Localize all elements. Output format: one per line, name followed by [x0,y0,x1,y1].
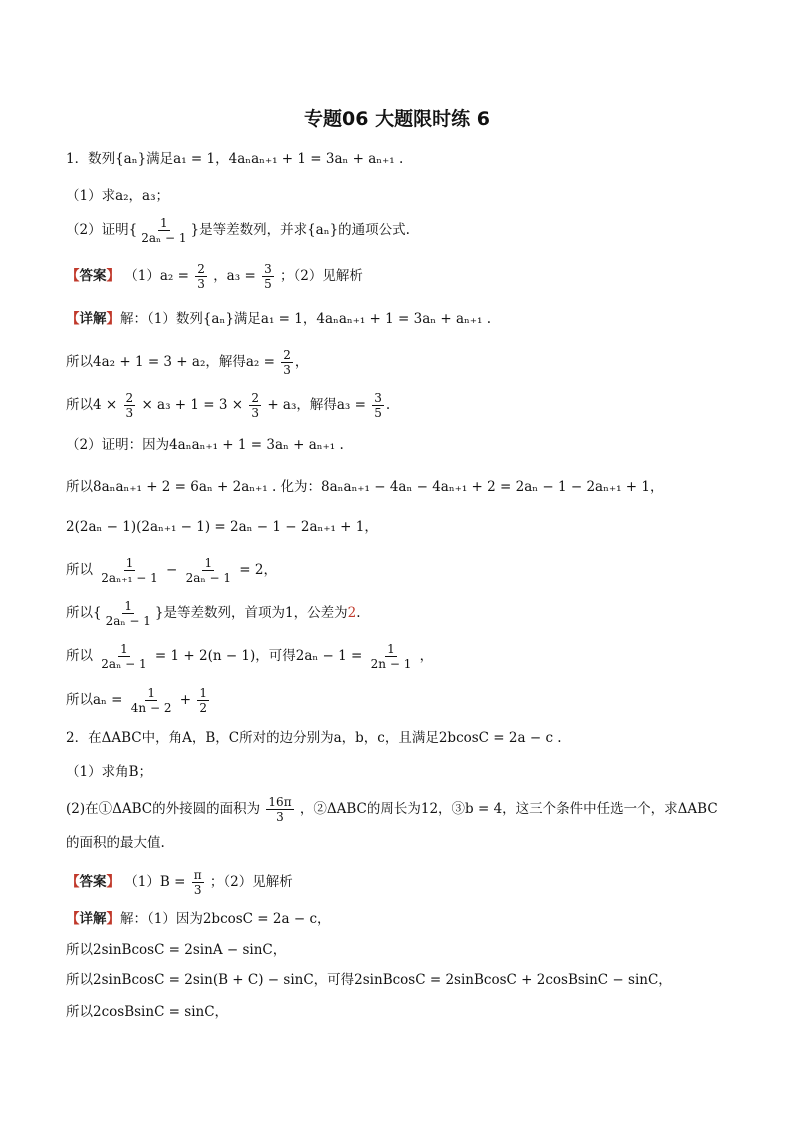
answer-tag: 【答案】 [66,268,120,284]
answer-text: （1）B = [124,874,186,890]
fraction [195,262,207,291]
fraction-den: 2aₙ − 1 [105,614,151,628]
fraction-num: 1 [204,556,213,570]
q2-part2-cont: 的面积的最大值. [66,835,165,851]
detail-text: + [179,692,192,708]
fraction [99,642,148,671]
detail-text: ， [294,354,309,370]
detail-text: 所以aₙ = [66,692,123,708]
detail-text: 所以 [66,562,93,578]
detail-text: 所以{ [66,605,102,621]
fraction [192,868,204,897]
q1-stem: 1．数列{aₙ}满足a₁ = 1，4aₙaₙ₊₁ + 1 = 3aₙ + aₙ₊₁ . [66,151,404,167]
detail-text: 所以 [66,648,93,664]
detail-text: = 2， [239,562,277,578]
fraction-den: 3 [251,406,260,420]
detail-text: . [385,397,391,413]
detail-text: 所以4 × [66,397,118,413]
fraction-num: 2 [283,348,291,362]
fraction [266,795,293,824]
answer-text: ；（2）见解析 [209,874,293,890]
q1-detail-line-5: 所以8aₙaₙ₊₁ + 2 = 6aₙ + 2aₙ₊₁ . 化为：8aₙaₙ₊₁ − 4aₙ − 4aₙ₊₁ + 2 = 2aₙ − 1 − 2aₙ₊₁ + 1， [66,479,664,495]
q1-detail-line-2 [66,348,308,377]
fraction-num: 16π [268,795,292,809]
q1-detail-line-4: （2）证明：因为4aₙaₙ₊₁ + 1 = 3aₙ + aₙ₊₁ . [66,437,344,453]
fraction-den: 2n − 1 [370,657,412,671]
fraction [129,686,174,715]
answer-text-a: （1）a₂ = [124,268,189,284]
q2-stem: 2．在ΔABC中，角A，B，C所对的边分别为a，b，c，且满足2bcosC = 2a − c . [66,730,562,746]
q1-detail-line-9 [66,642,433,671]
fraction-den: 3 [197,277,205,291]
fraction [124,391,136,420]
q1-part1: （1）求a₂，a₃； [66,188,170,204]
fraction-num: 1 [125,556,134,570]
q2-part2 [66,795,718,824]
detail-text: + a₃，解得a₃ = [267,397,366,413]
fraction-den: 3 [283,363,291,377]
q2-part1: （1）求角B； [66,764,153,780]
answer-text-b: ，a₃ = [213,268,256,284]
detail-text: 解：（1）因为2bcosC = 2a − c， [120,911,331,927]
q1-part2-text-a: （2）证明{ [66,222,138,238]
fraction-num: 1 [124,599,133,613]
q2-answer [66,868,293,897]
fraction-num: 3 [264,262,272,276]
fraction-num: 1 [387,642,395,656]
detail-text: ， [419,648,434,664]
fraction-num: 1 [147,686,155,700]
page-title: 专题06 大题限时练 6 [304,108,490,130]
fraction-den: 2 [199,701,208,715]
question-text: ，②ΔABC的周长为12，③b = 4，这三个条件中任选一个，求ΔABC [299,801,718,817]
fraction [262,262,274,291]
q2-detail-line-4: 所以2cosBsinC = sinC， [66,1004,229,1020]
fraction-den: 5 [264,277,272,291]
detail-text: − [166,562,178,578]
fraction-num: 2 [197,262,205,276]
fraction-den: 2aₙ − 1 [141,231,187,245]
answer-text-c: ；（2）见解析 [280,268,363,284]
fraction-den: 3 [276,810,284,824]
q1-answer [66,262,363,291]
fraction-den: 3 [193,883,202,897]
q2-detail-line-1 [66,910,331,928]
fraction [197,686,209,715]
fraction [372,391,384,420]
q1-detail-line-6: 2(2aₙ − 1)(2aₙ₊₁ − 1) = 2aₙ − 1 − 2aₙ₊₁ + 1， [66,519,378,535]
fraction [184,556,233,585]
fraction-den: 2aₙ₊₁ − 1 [101,571,158,585]
fraction-num: 1 [199,686,208,700]
fraction-den: 3 [125,406,134,420]
fraction-num: 3 [374,391,382,405]
q1-detail-line-3 [66,391,390,420]
fraction [249,391,261,420]
answer-tag: 【答案】 [66,874,120,890]
q1-detail-line-10 [66,686,211,715]
fraction-num: π [193,868,202,882]
detail-text: = 1 + 2(n − 1)，可得2aₙ − 1 = [154,648,363,664]
q1-detail-line-8 [66,599,360,628]
fraction-den: 2aₙ − 1 [101,657,147,671]
detail-text: 所以4a₂ + 1 = 3 + a₂，解得a₂ = [66,354,275,370]
detail-text: }是等差数列，首项为1，公差为 [154,605,348,621]
q2-detail-line-2: 所以2sinBcosC = 2sinA − sinC， [66,942,287,958]
q1-detail-line-1 [66,310,491,328]
fraction [139,216,188,245]
question-text: (2)在①ΔABC的外接圆的面积为 [66,801,261,817]
detail-text: 解：（1）数列{aₙ}满足a₁ = 1，4aₙaₙ₊₁ + 1 = 3aₙ + aₙ₊₁ . [120,311,492,327]
q1-detail-line-7 [66,556,277,585]
fraction [369,642,414,671]
detail-text: . [356,605,361,621]
detail-tag: 【详解】 [66,911,120,927]
fraction [281,348,293,377]
highlight-value: 2 [347,605,357,621]
fraction-num: 1 [160,216,168,230]
fraction [99,556,159,585]
fraction [104,599,153,628]
fraction-num: 2 [125,391,134,405]
detail-text: × a₃ + 1 = 3 × [141,397,244,413]
detail-tag: 【详解】 [66,311,120,327]
fraction-den: 4n − 2 [130,701,172,715]
fraction-num: 2 [251,391,260,405]
fraction-num: 1 [120,642,128,656]
fraction-den: 2aₙ − 1 [185,571,231,585]
q1-part2-text-b: }是等差数列，并求{aₙ}的通项公式. [190,222,410,238]
q2-detail-line-3: 所以2sinBcosC = 2sin(B + C) − sinC，可得2sinBcosC = 2sinBcosC + 2cosBsinC − sinC， [66,972,672,988]
fraction-den: 5 [374,406,382,420]
q1-part2 [66,216,410,245]
